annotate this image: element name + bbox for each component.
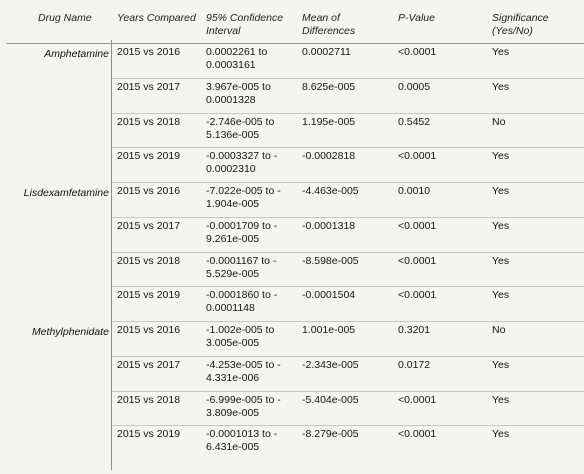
cell-p-value: <0.0001 <box>398 150 437 163</box>
cell-significance: No <box>492 324 506 336</box>
cell-confidence-interval <box>206 394 281 420</box>
ci-line-2: 0.0001148 <box>206 302 255 315</box>
header-sig-line-2: (Yes/No) <box>492 25 533 37</box>
ci-line-2: 5.529e-005 <box>206 267 260 280</box>
row-divider <box>112 217 584 218</box>
cell-years: 2015 vs 2019 <box>117 150 181 163</box>
cell-significance: Yes <box>492 393 510 406</box>
ci-line-1: -4.253e-005 to - <box>206 358 281 371</box>
row-divider <box>112 182 584 183</box>
cell-mean-difference: -8.598e-005 <box>302 254 359 267</box>
row-divider <box>112 425 584 426</box>
row-divider <box>112 252 584 253</box>
cell-mean-difference: -5.404e-005 <box>302 393 359 406</box>
ci-line-1: -0.0001860 to - <box>206 289 278 302</box>
row-divider <box>112 321 584 322</box>
header-sig-line-1: Significance <box>492 12 549 24</box>
header-ci-line-2: Interval <box>206 25 241 37</box>
cell-confidence-interval <box>206 185 281 211</box>
cell-years: 2015 vs 2017 <box>117 358 181 371</box>
cell-mean-difference: -8.279e-005 <box>302 428 359 441</box>
ci-line-2: 5.136e-005 <box>206 128 260 141</box>
ci-line-2: 9.261e-005 <box>206 232 260 245</box>
column-divider <box>111 40 112 470</box>
header-mean-differences <box>302 12 355 38</box>
header-confidence-interval <box>206 12 283 38</box>
row-divider <box>112 147 584 148</box>
header-years-compared: Years Compared <box>117 12 196 24</box>
cell-p-value: <0.0001 <box>398 46 437 58</box>
cell-p-value: 0.0010 <box>398 185 431 197</box>
cell-p-value: <0.0001 <box>398 393 437 406</box>
cell-years: 2015 vs 2018 <box>117 254 181 267</box>
row-divider <box>112 113 584 114</box>
ci-line-1: -6.999e-005 to - <box>206 393 281 406</box>
cell-mean-difference: -4.463e-005 <box>302 185 359 197</box>
cell-mean-difference: 0.0002711 <box>302 46 351 58</box>
ci-line-2: 4.331e-006 <box>206 371 260 384</box>
header-divider <box>6 43 584 44</box>
cell-years: 2015 vs 2019 <box>117 289 181 302</box>
ci-line-1: -0.0001167 to - <box>206 254 277 267</box>
drug-label-methylphenidate: Methylphenidate <box>31 326 109 338</box>
header-ci-line-1: 95% Confidence <box>206 12 284 24</box>
row-divider <box>112 78 584 79</box>
cell-p-value: 0.5452 <box>398 115 431 128</box>
cell-confidence-interval <box>206 324 274 350</box>
ci-line-1: -0.0003327 to - <box>206 150 278 163</box>
drug-label-amphetamine: Amphetamine <box>44 48 109 60</box>
ci-line-1: 3.967e-005 to <box>206 80 271 93</box>
header-mean-line-1: Mean of <box>302 12 340 24</box>
cell-mean-difference: 1.001e-005 <box>302 324 356 336</box>
ci-line-1: -0.0001709 to - <box>206 219 278 232</box>
ci-line-2: 1.904e-005 <box>206 198 260 210</box>
cell-confidence-interval <box>206 46 267 72</box>
cell-significance: Yes <box>492 150 510 163</box>
ci-line-2: 0.0002310 <box>206 163 256 176</box>
ci-line-2: 6.431e-005 <box>206 441 260 454</box>
cell-years: 2015 vs 2019 <box>117 428 181 441</box>
cell-confidence-interval <box>206 428 277 454</box>
cell-years: 2015 vs 2017 <box>117 80 181 93</box>
cell-significance: Yes <box>492 80 510 93</box>
header-p-value: P-Value <box>398 12 435 24</box>
cell-confidence-interval <box>206 289 277 315</box>
cell-mean-difference: -0.0001318 <box>302 219 356 232</box>
cell-p-value: 0.0005 <box>398 80 431 93</box>
ci-line-2: 0.0001328 <box>206 93 256 106</box>
cell-confidence-interval <box>206 220 277 246</box>
cell-years: 2015 vs 2016 <box>117 185 181 197</box>
cell-significance: Yes <box>492 219 510 232</box>
ci-line-1: -1.002e-005 to <box>206 324 275 336</box>
cell-p-value: <0.0001 <box>398 289 437 302</box>
cell-confidence-interval <box>206 150 277 176</box>
cell-mean-difference: 8.625e-005 <box>302 80 356 93</box>
cell-p-value: 0.3201 <box>398 324 431 336</box>
cell-p-value: 0.0172 <box>398 358 431 371</box>
ci-line-1: 0.0002261 to <box>206 46 268 58</box>
ci-line-1: -0.0001013 to - <box>206 428 278 441</box>
ci-line-1: -7.022e-005 to - <box>206 185 281 197</box>
cell-confidence-interval <box>206 81 271 107</box>
cell-significance: Yes <box>492 428 510 441</box>
cell-p-value: <0.0001 <box>398 428 437 441</box>
header-significance <box>492 12 549 38</box>
cell-years: 2015 vs 2016 <box>117 324 181 336</box>
cell-mean-difference: 1.195e-005 <box>302 115 356 128</box>
cell-years: 2015 vs 2018 <box>117 393 181 406</box>
cell-confidence-interval <box>206 255 276 281</box>
cell-p-value: <0.0001 <box>398 219 437 232</box>
drug-label-lisdexamfetamine: Lisdexamfetamine <box>23 187 109 199</box>
ci-line-2: 0.0003161 <box>206 59 256 71</box>
header-mean-line-2: Differences <box>302 25 356 37</box>
ci-line-2: 3.809e-005 <box>206 406 260 419</box>
cell-p-value: <0.0001 <box>398 254 437 267</box>
cell-mean-difference: -0.0002818 <box>302 150 356 163</box>
cell-significance: No <box>492 115 506 128</box>
cell-significance: Yes <box>492 289 510 302</box>
cell-significance: Yes <box>492 358 510 371</box>
ci-line-1: -2.746e-005 to <box>206 115 275 128</box>
cell-confidence-interval <box>206 359 281 385</box>
cell-significance: Yes <box>492 254 510 267</box>
header-drug-name: Drug Name <box>38 12 92 24</box>
cell-significance: Yes <box>492 185 510 197</box>
cell-mean-difference: -0.0001504 <box>302 289 356 302</box>
ci-line-2: 3.005e-005 <box>206 337 260 349</box>
row-divider <box>112 286 584 287</box>
cell-mean-difference: -2.343e-005 <box>302 358 359 371</box>
row-divider <box>112 356 584 357</box>
cell-confidence-interval <box>206 116 274 142</box>
cell-years: 2015 vs 2017 <box>117 219 181 232</box>
cell-significance: Yes <box>492 46 510 58</box>
row-divider <box>112 391 584 392</box>
cell-years: 2015 vs 2016 <box>117 46 181 58</box>
cell-years: 2015 vs 2018 <box>117 115 181 128</box>
